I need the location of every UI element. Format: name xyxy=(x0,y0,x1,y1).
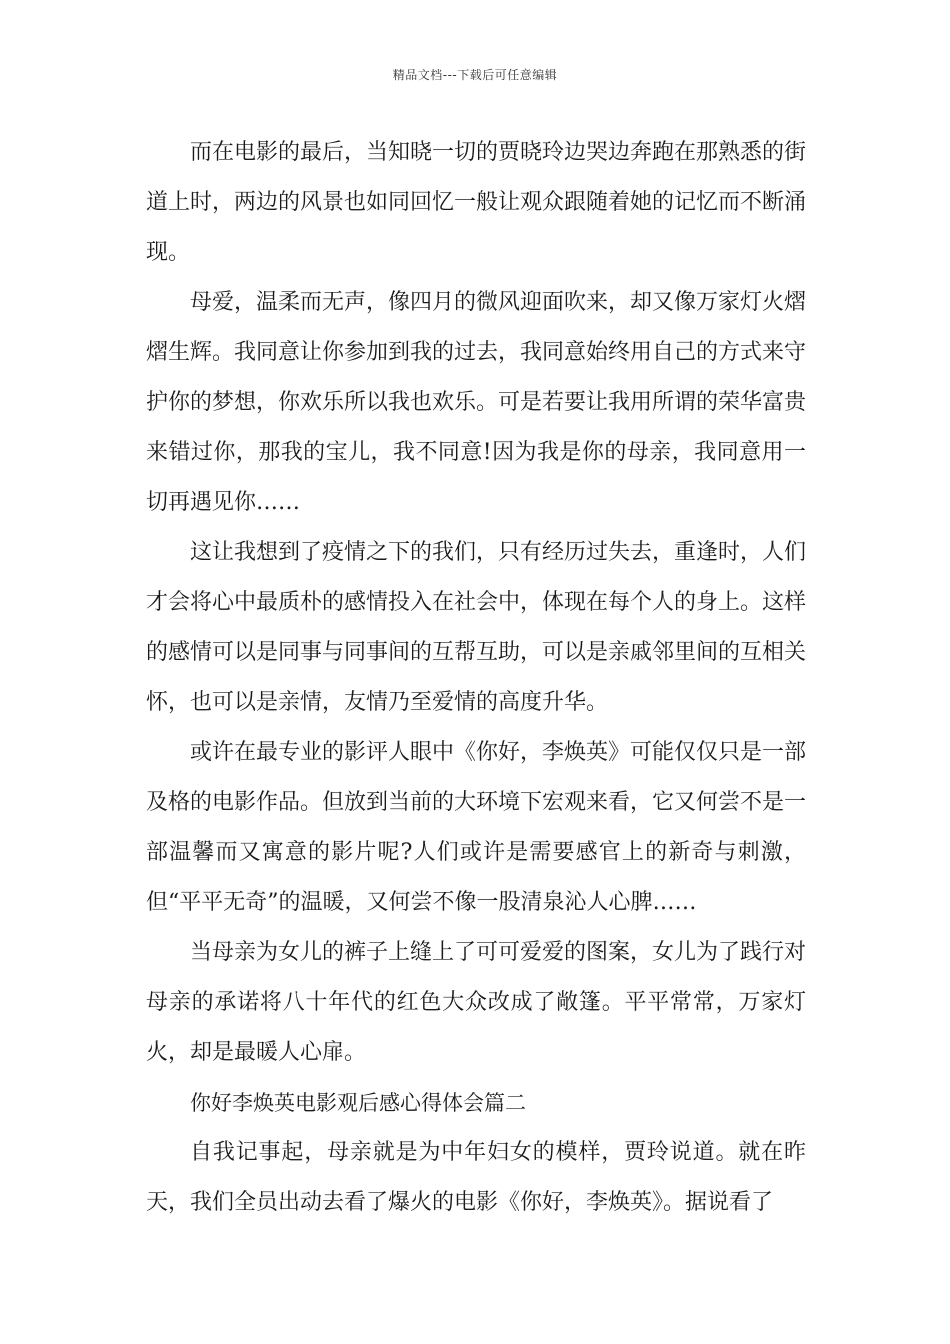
paragraph: 或许在最专业的影评人眼中《你好，李焕英》可能仅仅只是一部及格的电影作品。但放到当前的大环境下宏观来看，它又何尝不是一部温馨而又寓意的影片呢?人们或许是需要感官上的新奇与刺激，但“平平无奇”的温暖，又何尝不像一股清泉沁人心脾…… xyxy=(146,740,807,915)
page-header: 精品文档---下载后可任意编辑 xyxy=(392,68,558,82)
section-heading: 你好李焕英电影观后感心得体会篇二 xyxy=(190,1091,526,1115)
document-body xyxy=(146,128,806,1228)
paragraph: 母爱，温柔而无声，像四月的微风迎面吹来，却又像万家灯火熠熠生辉。我同意让你参加到我的过去，我同意始终用自己的方式来守护你的梦想，你欢乐所以我也欢乐。可是若要让我用所谓的荣华富贵来错过你，那我的宝儿，我不同意!因为我是你的母亲，我同意用一切再遇见你…… xyxy=(146,290,807,515)
paragraph: 自我记事起，母亲就是为中年妇女的模样，贾玲说道。就在昨天，我们全员出动去看了爆火的电影《你好，李焕英》。据说看了 xyxy=(146,1140,806,1215)
paragraph: 当母亲为女儿的裤子上缝上了可可爱爱的图案，女儿为了践行对母亲的承诺将八十年代的红色大众改成了敞篷。平平常常，万家灯火，却是最暖人心扉。 xyxy=(146,940,807,1065)
paragraph: 这让我想到了疫情之下的我们，只有经历过失去，重逢时，人们才会将心中最质朴的感情投入在社会中，体现在每个人的身上。这样的感情可以是同事与同事间的互帮互助，可以是亲戚邻里间的互相关怀，也可以是亲情，友情乃至爱情的高度升华。 xyxy=(146,540,807,715)
paragraph: 而在电影的最后，当知晓一切的贾晓玲边哭边奔跑在那熟悉的街道上时，两边的风景也如同回忆一般让观众跟随着她的记忆而不断涌现。 xyxy=(146,140,807,265)
